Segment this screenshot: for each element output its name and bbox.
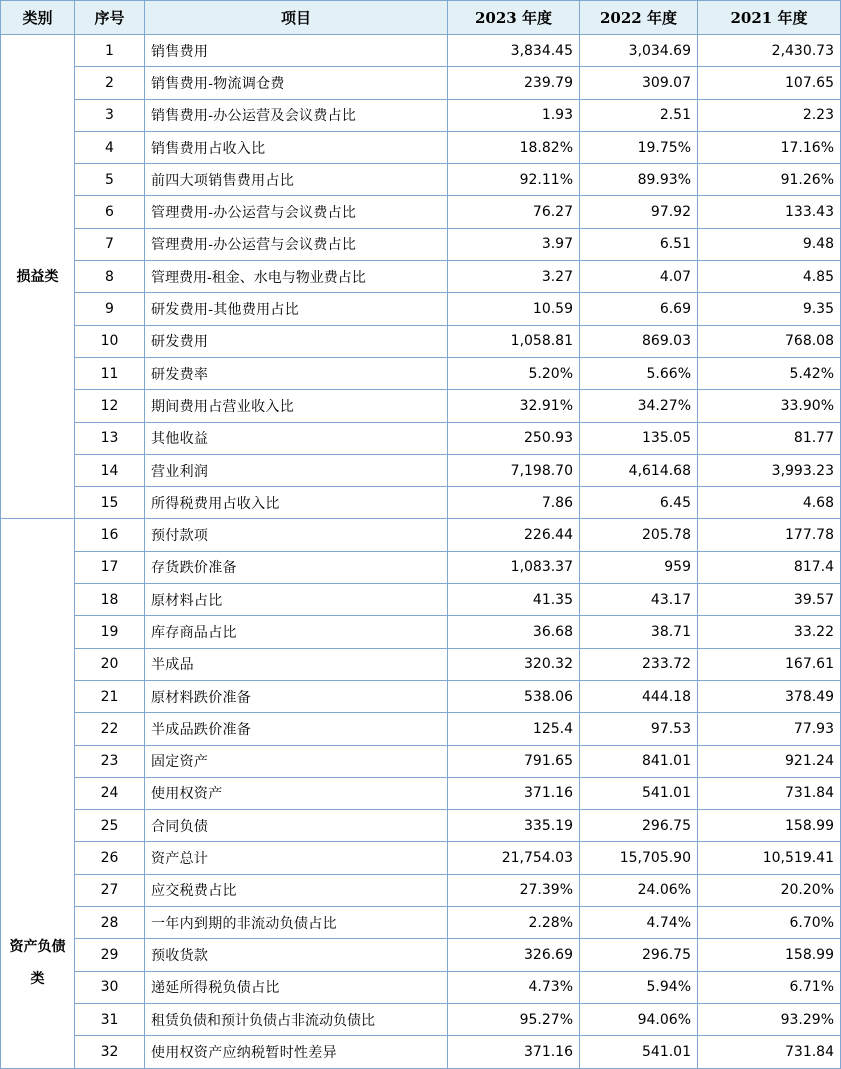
row-2023-cell: 36.68 xyxy=(448,616,580,648)
row-2021-cell: 5.42% xyxy=(698,357,841,389)
table-row xyxy=(1,99,841,131)
row-2021-cell: 20.20% xyxy=(698,874,841,906)
row-item-cell: 原材料占比 xyxy=(145,584,448,616)
row-2023-cell: 3,834.45 xyxy=(448,35,580,67)
table-row xyxy=(1,810,841,842)
row-item-cell: 存货跌价准备 xyxy=(145,551,448,583)
table-row xyxy=(1,67,841,99)
row-2022-cell: 2.51 xyxy=(580,99,698,131)
row-2023-cell: 1.93 xyxy=(448,99,580,131)
row-2021-cell: 10,519.41 xyxy=(698,842,841,874)
row-2021-cell: 3,993.23 xyxy=(698,454,841,486)
table-row xyxy=(1,971,841,1003)
row-2023-cell: 239.79 xyxy=(448,67,580,99)
table-row xyxy=(1,422,841,454)
row-2023-cell: 18.82% xyxy=(448,131,580,163)
row-2022-cell: 5.66% xyxy=(580,357,698,389)
row-index-cell: 30 xyxy=(75,971,145,1003)
row-2023-cell: 320.32 xyxy=(448,648,580,680)
row-2023-cell: 7.86 xyxy=(448,487,580,519)
row-item-cell: 固定资产 xyxy=(145,745,448,777)
row-index-cell: 1 xyxy=(75,35,145,67)
row-2023-cell: 1,058.81 xyxy=(448,325,580,357)
row-2022-cell: 4.07 xyxy=(580,261,698,293)
table-row xyxy=(1,584,841,616)
table-row xyxy=(1,228,841,260)
row-2023-cell: 791.65 xyxy=(448,745,580,777)
row-2022-cell: 4.74% xyxy=(580,907,698,939)
row-item-cell: 营业利润 xyxy=(145,454,448,486)
table-row xyxy=(1,1003,841,1035)
row-2022-cell: 959 xyxy=(580,551,698,583)
table-row xyxy=(1,35,841,67)
row-index-cell: 19 xyxy=(75,616,145,648)
row-2023-cell: 10.59 xyxy=(448,293,580,325)
row-index-cell: 28 xyxy=(75,907,145,939)
header-2023: 2023 年度 xyxy=(448,1,580,35)
row-2023-cell: 3.97 xyxy=(448,228,580,260)
row-2022-cell: 233.72 xyxy=(580,648,698,680)
row-2023-cell: 226.44 xyxy=(448,519,580,551)
row-2022-cell: 19.75% xyxy=(580,131,698,163)
row-item-cell: 合同负债 xyxy=(145,810,448,842)
row-item-cell: 研发费用 xyxy=(145,325,448,357)
row-item-cell: 研发费率 xyxy=(145,357,448,389)
row-2022-cell: 3,034.69 xyxy=(580,35,698,67)
row-2022-cell: 34.27% xyxy=(580,390,698,422)
row-2023-cell: 21,754.03 xyxy=(448,842,580,874)
table-row xyxy=(1,713,841,745)
row-item-cell: 其他收益 xyxy=(145,422,448,454)
row-2023-cell: 2.28% xyxy=(448,907,580,939)
row-index-cell: 26 xyxy=(75,842,145,874)
row-2023-cell: 335.19 xyxy=(448,810,580,842)
header-2021: 2021 年度 xyxy=(698,1,841,35)
row-2023-cell: 76.27 xyxy=(448,196,580,228)
row-2022-cell: 541.01 xyxy=(580,1036,698,1068)
row-index-cell: 14 xyxy=(75,454,145,486)
row-2022-cell: 5.94% xyxy=(580,971,698,1003)
row-item-cell: 半成品 xyxy=(145,648,448,680)
table-row xyxy=(1,454,841,486)
row-2022-cell: 94.06% xyxy=(580,1003,698,1035)
row-2023-cell: 538.06 xyxy=(448,680,580,712)
row-item-cell: 期间费用占营业收入比 xyxy=(145,390,448,422)
row-2023-cell: 371.16 xyxy=(448,1036,580,1068)
table-row xyxy=(1,519,841,551)
row-index-cell: 16 xyxy=(75,519,145,551)
row-2023-cell: 4.73% xyxy=(448,971,580,1003)
row-item-cell: 研发费用-其他费用占比 xyxy=(145,293,448,325)
row-index-cell: 17 xyxy=(75,551,145,583)
row-2023-cell: 326.69 xyxy=(448,939,580,971)
row-2022-cell: 444.18 xyxy=(580,680,698,712)
row-index-cell: 29 xyxy=(75,939,145,971)
row-2022-cell: 6.69 xyxy=(580,293,698,325)
row-2021-cell: 158.99 xyxy=(698,810,841,842)
row-2021-cell: 921.24 xyxy=(698,745,841,777)
row-item-cell: 销售费用-办公运营及会议费占比 xyxy=(145,99,448,131)
row-2022-cell: 869.03 xyxy=(580,325,698,357)
table-row xyxy=(1,907,841,939)
row-2021-cell: 177.78 xyxy=(698,519,841,551)
row-2021-cell: 9.48 xyxy=(698,228,841,260)
table-row xyxy=(1,196,841,228)
row-2022-cell: 841.01 xyxy=(580,745,698,777)
row-2023-cell: 5.20% xyxy=(448,357,580,389)
table-row xyxy=(1,648,841,680)
row-item-cell: 销售费用-物流调仓费 xyxy=(145,67,448,99)
table-row xyxy=(1,131,841,163)
row-2021-cell: 33.22 xyxy=(698,616,841,648)
row-item-cell: 库存商品占比 xyxy=(145,616,448,648)
row-index-cell: 31 xyxy=(75,1003,145,1035)
row-2022-cell: 135.05 xyxy=(580,422,698,454)
row-2022-cell: 6.45 xyxy=(580,487,698,519)
row-2021-cell: 133.43 xyxy=(698,196,841,228)
category-cell: 损益类 xyxy=(1,35,75,519)
row-2022-cell: 15,705.90 xyxy=(580,842,698,874)
table-row xyxy=(1,1036,841,1068)
row-2022-cell: 296.75 xyxy=(580,810,698,842)
row-index-cell: 4 xyxy=(75,131,145,163)
row-index-cell: 3 xyxy=(75,99,145,131)
row-2023-cell: 7,198.70 xyxy=(448,454,580,486)
row-item-cell: 应交税费占比 xyxy=(145,874,448,906)
header-item: 项目 xyxy=(145,1,448,35)
header-row xyxy=(1,1,841,35)
table-row xyxy=(1,164,841,196)
row-2022-cell: 296.75 xyxy=(580,939,698,971)
row-index-cell: 15 xyxy=(75,487,145,519)
row-item-cell: 原材料跌价准备 xyxy=(145,680,448,712)
row-item-cell: 递延所得税负债占比 xyxy=(145,971,448,1003)
row-2021-cell: 107.65 xyxy=(698,67,841,99)
row-item-cell: 半成品跌价准备 xyxy=(145,713,448,745)
row-item-cell: 销售费用占收入比 xyxy=(145,131,448,163)
row-2023-cell: 3.27 xyxy=(448,261,580,293)
header-2022: 2022 年度 xyxy=(580,1,698,35)
row-index-cell: 27 xyxy=(75,874,145,906)
row-index-cell: 25 xyxy=(75,810,145,842)
row-index-cell: 2 xyxy=(75,67,145,99)
row-item-cell: 销售费用 xyxy=(145,35,448,67)
row-index-cell: 32 xyxy=(75,1036,145,1068)
row-2023-cell: 1,083.37 xyxy=(448,551,580,583)
row-index-cell: 5 xyxy=(75,164,145,196)
table-row xyxy=(1,551,841,583)
table-row xyxy=(1,842,841,874)
row-index-cell: 8 xyxy=(75,261,145,293)
table-row xyxy=(1,487,841,519)
table-row xyxy=(1,357,841,389)
row-2021-cell: 167.61 xyxy=(698,648,841,680)
row-item-cell: 预付款项 xyxy=(145,519,448,551)
table-body xyxy=(1,35,841,1069)
row-2021-cell: 77.93 xyxy=(698,713,841,745)
table-row xyxy=(1,390,841,422)
header-category: 类别 xyxy=(1,1,75,35)
row-2021-cell: 2.23 xyxy=(698,99,841,131)
row-2023-cell: 125.4 xyxy=(448,713,580,745)
row-2023-cell: 92.11% xyxy=(448,164,580,196)
row-2021-cell: 158.99 xyxy=(698,939,841,971)
row-2022-cell: 541.01 xyxy=(580,777,698,809)
row-item-cell: 管理费用-租金、水电与物业费占比 xyxy=(145,261,448,293)
row-2021-cell: 378.49 xyxy=(698,680,841,712)
row-2021-cell: 6.71% xyxy=(698,971,841,1003)
table-row xyxy=(1,293,841,325)
table-row xyxy=(1,874,841,906)
row-item-cell: 一年内到期的非流动负债占比 xyxy=(145,907,448,939)
row-index-cell: 23 xyxy=(75,745,145,777)
row-2022-cell: 24.06% xyxy=(580,874,698,906)
header-index: 序号 xyxy=(75,1,145,35)
row-2022-cell: 309.07 xyxy=(580,67,698,99)
row-index-cell: 20 xyxy=(75,648,145,680)
row-2022-cell: 97.53 xyxy=(580,713,698,745)
row-2022-cell: 205.78 xyxy=(580,519,698,551)
row-2022-cell: 89.93% xyxy=(580,164,698,196)
row-2021-cell: 91.26% xyxy=(698,164,841,196)
row-item-cell: 前四大项销售费用占比 xyxy=(145,164,448,196)
row-2021-cell: 33.90% xyxy=(698,390,841,422)
row-index-cell: 13 xyxy=(75,422,145,454)
row-2021-cell: 4.68 xyxy=(698,487,841,519)
category-cell: 资产负债类 xyxy=(1,519,75,1068)
row-2023-cell: 95.27% xyxy=(448,1003,580,1035)
row-index-cell: 7 xyxy=(75,228,145,260)
row-2023-cell: 41.35 xyxy=(448,584,580,616)
row-2021-cell: 4.85 xyxy=(698,261,841,293)
table-row xyxy=(1,939,841,971)
row-2023-cell: 27.39% xyxy=(448,874,580,906)
row-2021-cell: 2,430.73 xyxy=(698,35,841,67)
row-index-cell: 10 xyxy=(75,325,145,357)
row-2022-cell: 6.51 xyxy=(580,228,698,260)
row-item-cell: 管理费用-办公运营与会议费占比 xyxy=(145,228,448,260)
row-2021-cell: 39.57 xyxy=(698,584,841,616)
row-2022-cell: 4,614.68 xyxy=(580,454,698,486)
row-item-cell: 使用权资产 xyxy=(145,777,448,809)
row-2021-cell: 768.08 xyxy=(698,325,841,357)
row-index-cell: 21 xyxy=(75,680,145,712)
row-2021-cell: 81.77 xyxy=(698,422,841,454)
row-item-cell: 使用权资产应纳税暂时性差异 xyxy=(145,1036,448,1068)
row-2023-cell: 250.93 xyxy=(448,422,580,454)
row-index-cell: 11 xyxy=(75,357,145,389)
row-index-cell: 24 xyxy=(75,777,145,809)
row-item-cell: 所得税费用占收入比 xyxy=(145,487,448,519)
row-index-cell: 6 xyxy=(75,196,145,228)
row-2022-cell: 38.71 xyxy=(580,616,698,648)
row-index-cell: 9 xyxy=(75,293,145,325)
row-2023-cell: 32.91% xyxy=(448,390,580,422)
row-2021-cell: 731.84 xyxy=(698,1036,841,1068)
row-2022-cell: 97.92 xyxy=(580,196,698,228)
table-row xyxy=(1,616,841,648)
table-row xyxy=(1,325,841,357)
row-2022-cell: 43.17 xyxy=(580,584,698,616)
row-index-cell: 22 xyxy=(75,713,145,745)
row-index-cell: 18 xyxy=(75,584,145,616)
row-2021-cell: 93.29% xyxy=(698,1003,841,1035)
row-item-cell: 管理费用-办公运营与会议费占比 xyxy=(145,196,448,228)
table-row xyxy=(1,745,841,777)
row-2021-cell: 6.70% xyxy=(698,907,841,939)
table-row xyxy=(1,777,841,809)
row-index-cell: 12 xyxy=(75,390,145,422)
row-2021-cell: 17.16% xyxy=(698,131,841,163)
row-item-cell: 资产总计 xyxy=(145,842,448,874)
table-row xyxy=(1,261,841,293)
row-item-cell: 租赁负债和预计负债占非流动负债比 xyxy=(145,1003,448,1035)
row-2021-cell: 731.84 xyxy=(698,777,841,809)
row-2021-cell: 817.4 xyxy=(698,551,841,583)
row-2021-cell: 9.35 xyxy=(698,293,841,325)
row-item-cell: 预收货款 xyxy=(145,939,448,971)
table-row xyxy=(1,680,841,712)
row-2023-cell: 371.16 xyxy=(448,777,580,809)
